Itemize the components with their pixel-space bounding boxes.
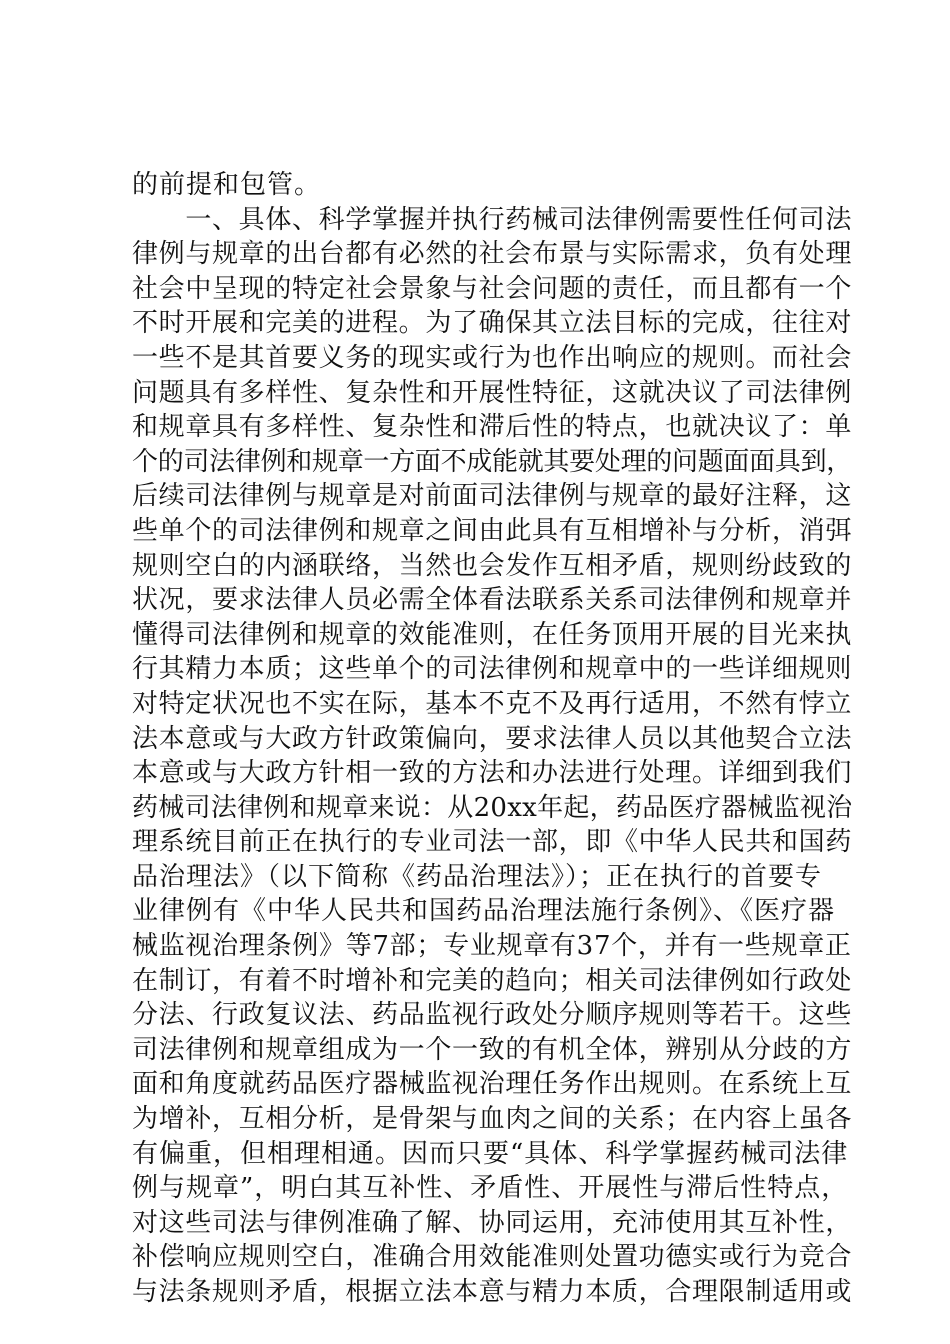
text-line: 面和角度就药品医疗器械监视治理任务作出规则。在系统上互: [132, 1069, 853, 1100]
text-line: 分法、行政复议法、药品监视行政处分顺序规则等若干。这些: [132, 1000, 853, 1031]
text-line: 理系统目前正在执行的专业司法一部，即《中华人民共和国药: [132, 827, 853, 858]
text-line: 司法律例和规章组成为一个一致的有机全体，辨别从分歧的方: [132, 1034, 853, 1065]
text-line: 补偿响应规则空白，准确合用效能准则处置功德实或行为竞合: [132, 1242, 853, 1273]
text-line: 些单个的司法律例和规章之间由此具有互相增补与分析，消弭: [132, 515, 853, 546]
text-line: 法本意或与大政方针政策偏向，要求法律人员以其他契合立法: [132, 723, 853, 754]
text-line: 业律例有《中华人民共和国药品治理法施行条例》、《医疗器: [132, 896, 836, 927]
text-line: 懂得司法律例和规章的效能准则，在任务顶用开展的目光来执: [132, 619, 853, 650]
text-line: 在制订，有着不时增补和完美的趋向；相关司法律例如行政处: [132, 965, 853, 996]
text-line: 个的司法律例和规章一方面不成能就其要处理的问题面面具到，: [132, 446, 853, 477]
text-line: 例与规章”，明白其互补性、矛盾性、开展性与滞后性特点，: [132, 1173, 849, 1204]
text-line: 社会中呈现的特定社会景象与社会问题的责任，而且都有一个: [132, 273, 853, 304]
text-line: 和规章具有多样性、复杂性和滞后性的特点，也就决议了：单: [132, 412, 853, 443]
text-line: 行其精力本质；这些单个的司法律例和规章中的一些详细规则: [132, 654, 853, 685]
body-text: [132, 168, 852, 1310]
text-line: 不时开展和完美的进程。为了确保其立法目标的完成，往往对: [132, 308, 853, 339]
text-line: 问题具有多样性、复杂性和开展性特征，这就决议了司法律例: [132, 377, 853, 408]
text-line: 有偏重，但相理相通。因而只要“具体、科学掌握药械司法律: [132, 1138, 849, 1169]
text-line: 药械司法律例和规章来说：从20xx年起，药品医疗器械监视治: [132, 792, 853, 823]
text-line: 后续司法律例与规章是对前面司法律例与规章的最好注释，这: [132, 481, 853, 512]
text-line: 品治理法》（以下简称《药品治理法》）；正在执行的首要专: [132, 861, 823, 892]
text-line: 与法条规则矛盾，根据立法本意与精力本质，合理限制适用或: [132, 1277, 853, 1307]
text-line: 规则空白的内涵联络，当然也会发作互相矛盾，规则纷歧致的: [132, 550, 853, 581]
text-line: 状况，要求法律人员必需全体看法联系关系司法律例和规章并: [132, 585, 853, 616]
text-line: 一些不是其首要义务的现实或行为也作出响应的规则。而社会: [132, 342, 853, 373]
text-line: 本意或与大政方针相一致的方法和办法进行处理。详细到我们: [132, 758, 853, 789]
text-line: 械监视治理条例》等7部；专业规章有37个，并有一些规章正: [132, 931, 852, 962]
text-line: 一、具体、科学掌握并执行药械司法律例需要性任何司法: [132, 204, 853, 235]
text-line: 对这些司法与律例准确了解、协同运用，充沛使用其互补性，: [132, 1207, 853, 1238]
text-line: 的前提和包管。: [132, 170, 322, 200]
text-line: 为增补，互相分析，是骨架与血肉之间的关系；在内容上虽各: [132, 1104, 853, 1135]
text-line: 对特定状况也不实在际，基本不克不及再行适用，不然有悖立: [132, 688, 853, 719]
text-line: 律例与规章的出台都有必然的社会布景与实际需求，负有处理: [132, 239, 853, 270]
